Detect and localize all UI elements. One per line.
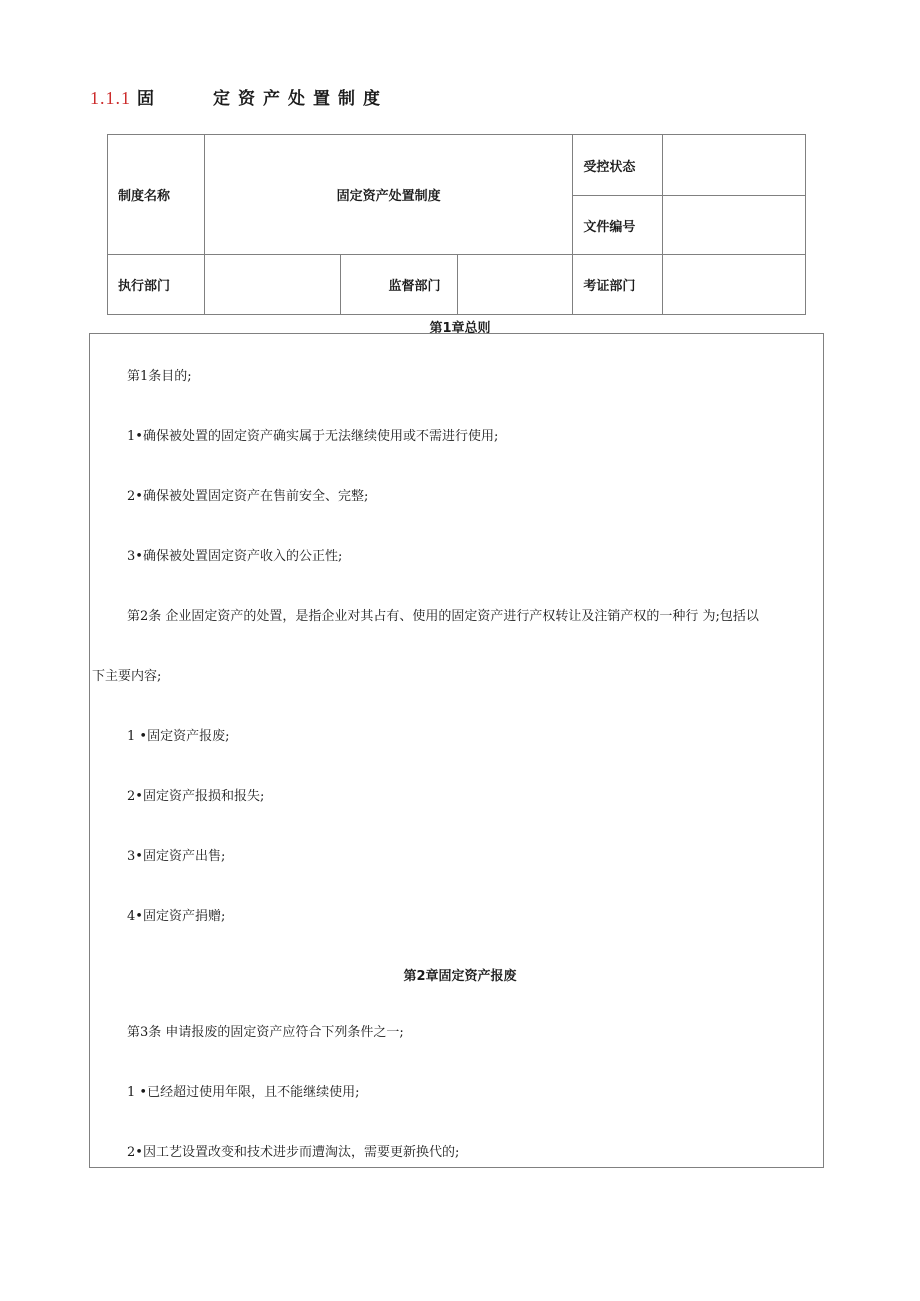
chapter-1-title: 第1章总则 [429, 321, 491, 336]
article-3-item-1: 1 •已经超过使用年限，且不能继续使用; [127, 1085, 360, 1100]
article-3-item-2: 2•因工艺设置改变和技术进步而遭淘汰，需要更新换代的; [127, 1145, 460, 1160]
verifying-department-label: 考证部门 [573, 255, 663, 315]
article-1-item-2: 2•确保被处置固定资产在售前安全、完整; [127, 489, 369, 504]
article-2-item-3: 3•固定资产出售; [127, 849, 226, 864]
control-status-value[interactable] [663, 135, 806, 196]
verifying-department-value[interactable] [663, 255, 806, 315]
section-number: 1.1.1 [90, 88, 131, 108]
control-status-label: 受控状态 [573, 135, 663, 196]
article-1-item-3: 3•确保被处置固定资产收入的公正性; [127, 549, 343, 564]
policy-name-label: 制度名称 [108, 135, 205, 255]
article-1: 第1条目的; [127, 369, 192, 384]
content-box [89, 333, 824, 1168]
article-2-item-1: 1 •固定资产报废; [127, 729, 230, 744]
article-1-item-1: 1•确保被处置的固定资产确实属于无法继续使用或不需进行使用; [127, 429, 499, 444]
supervising-department-label: 监督部门 [340, 255, 457, 315]
article-3: 第3条 申请报废的固定资产应符合下列条件之一; [127, 1025, 404, 1040]
article-2-item-4: 4•固定资产捐赠; [127, 909, 226, 924]
policy-meta-table [107, 134, 806, 315]
executing-department-value[interactable] [204, 255, 340, 315]
supervising-department-value[interactable] [457, 255, 573, 315]
article-2-line-2: 下主要内容; [92, 669, 162, 684]
chapter-2-title: 第2章固定资产报废 [403, 969, 517, 984]
section-heading [90, 84, 388, 109]
executing-department-label: 执行部门 [108, 255, 205, 315]
document-number-value[interactable] [663, 196, 806, 255]
policy-name-value: 固定资产处置制度 [204, 135, 572, 255]
heading-title: 定资产处置制度 [213, 89, 388, 109]
document-number-label: 文件编号 [573, 196, 663, 255]
heading-first-char: 固 [137, 89, 155, 109]
article-2-item-2: 2•固定资产报损和报失; [127, 789, 265, 804]
article-2-line-1: 第2条 企业固定资产的处置，是指企业对其占有、使用的固定资产进行产权转让及注销产权的一种行 为;包括以 [127, 609, 759, 624]
